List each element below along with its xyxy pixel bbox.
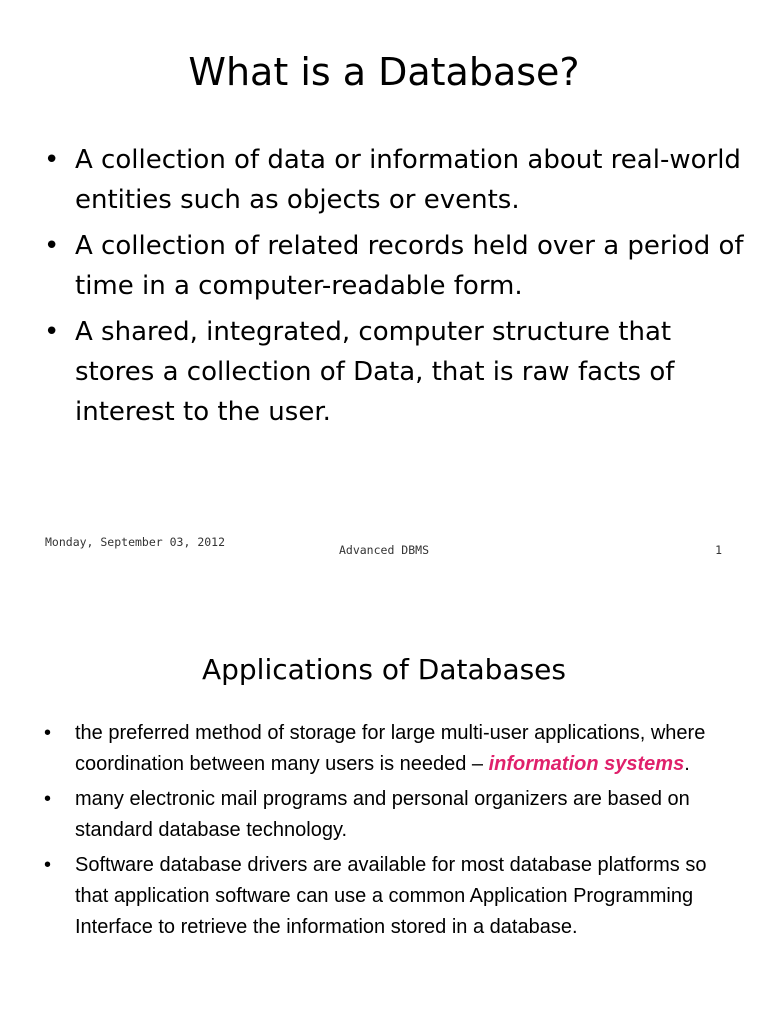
slide-title: What is a Database? (188, 50, 580, 94)
bullet-icon: • (44, 231, 60, 261)
bullet-icon: • (44, 722, 52, 744)
bullet-item (44, 718, 734, 780)
bullet-icon: • (44, 145, 60, 175)
bullet-item (44, 140, 744, 220)
bullet-text-end: . (684, 753, 690, 775)
slide-2 (0, 590, 768, 1024)
bullet-icon: • (44, 317, 60, 347)
bullet-list (44, 140, 744, 438)
bullet-icon: • (44, 854, 52, 876)
bullet-text: A collection of data or information about real-world entities such as objects or events. (75, 145, 741, 215)
bullet-text: the preferred method of storage for large multi-user applications, where coordination between many users is needed – (75, 722, 706, 775)
highlight-term: information systems (488, 753, 685, 775)
slide-title: Applications of Databases (201, 653, 566, 686)
footer-date: Monday, September 03, 2012 (45, 535, 226, 549)
bullet-item (44, 312, 744, 432)
bullet-item (44, 226, 744, 306)
footer-course: Advanced DBMS (338, 543, 429, 557)
bullet-text: many electronic mail programs and personal organizers are based on standard database technology. (75, 788, 690, 841)
bullet-text: A shared, integrated, computer structure that stores a collection of Data, that is raw facts of interest to the user. (75, 317, 675, 427)
bullet-item (44, 850, 734, 943)
footer-page-number: 1 (715, 543, 722, 557)
bullet-item (44, 784, 734, 846)
bullet-text: A collection of related records held over a period of time in a computer-readable form. (75, 231, 744, 301)
bullet-icon: • (44, 788, 52, 810)
bullet-list (44, 718, 734, 947)
bullet-text: Software database drivers are available for most database platforms so that application software can use a common Application Programming Interface to retrieve the information stored in a database. (75, 854, 707, 938)
